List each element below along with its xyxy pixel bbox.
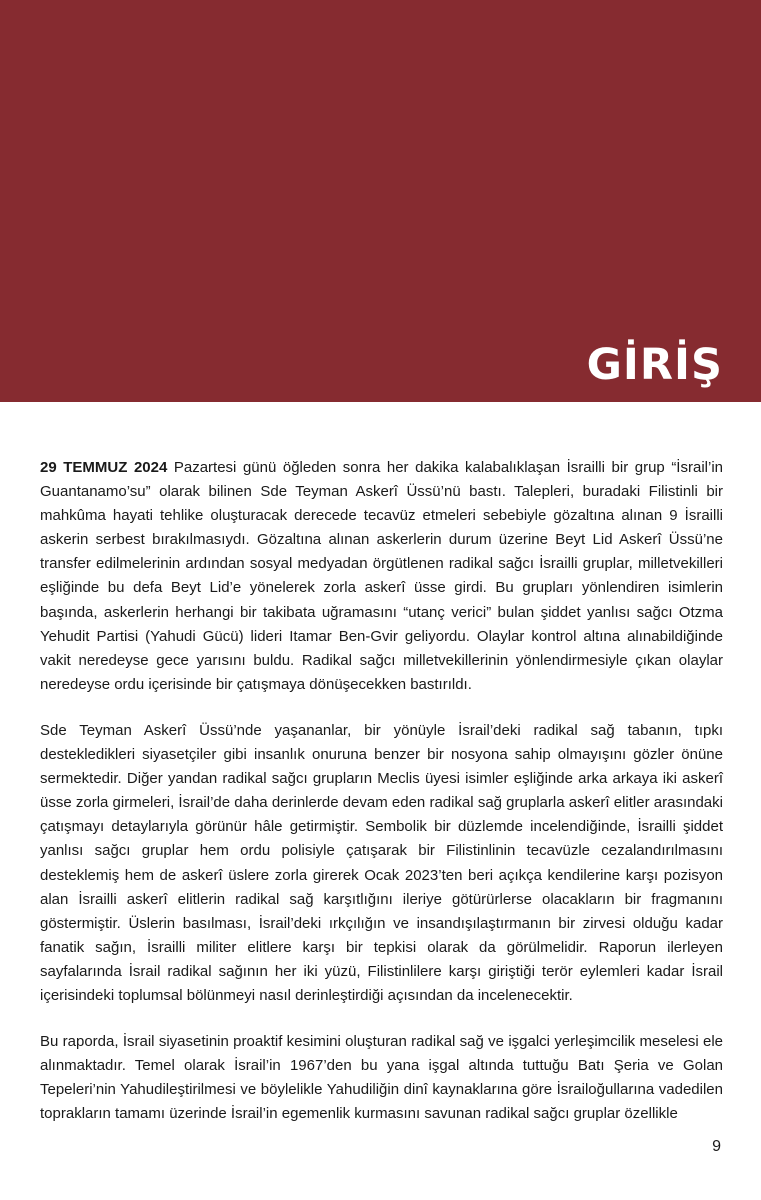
paragraph-1 (40, 456, 723, 697)
body-text (40, 456, 723, 1148)
chapter-title: GİRİŞ (586, 340, 723, 390)
paragraph-1-text: Pazartesi günü öğleden sonra her dakika kalabalıklaşan İsrailli bir grup “İsrail’in Guantanamo’su” olarak bilinen Sde Teyman Askerî Üssü’nü bastı. Talepleri, buradaki Filistinli bir mahkûma hayati tehlike oluşturacak derecede tecavüz etmeleri sebebiyle gözaltına alınan 9 İsrailli askerin serbest bırakılmasıydı. Gözaltına alınan askerlerin durum üzerine Beyt Lid Askerî Üssü’ne transfer edilmelerinin ardından sosyal medyadan örgütlenen radikal sağcı İsrailli gruplar, milletvekilleri eşliğinde bu defa Beyt Lid’e yönelerek zorla askerî üsse girdi. Bu grupları yönlendiren isimlerin başında, askerlerin herhangi bir takibata uğramasını “utanç verici” bulan şiddet yanlısı sağcı Otzma Yehudit Partisi (Yahudi Gücü) lideri Itamar Ben-Gvir geliyordu. Olaylar kontrol altına alınabildiğinde vakit neredeyse gece yarısını buldu. Radikal sağcı milletvekillerinin yönlendirmesiyle çıkan olaylar neredeyse ordu içerisinde bir çatışmaya dönüşecekken bastırıldı. (40, 459, 723, 693)
date-lead: 29 TEMMUZ 2024 (40, 459, 168, 476)
paragraph-3: Bu raporda, İsrail siyasetinin proaktif kesimini oluşturan radikal sağ ve işgalci yerleşimcilik meselesi ele alınmaktadır. Temel olarak İsrail’in 1967’den bu yana işgal altında tuttuğu Batı Şeria ve Golan Tepeleri’nin Yahudileştirilmesi ve böylelikle Yahudiliğin dinî kaynaklarına göre İsrailoğullarına vadedilen toprakların tamamı üzerinde İsrail’in egemenlik kurmasını savunan radikal sağcı gruplar özellikle (40, 1033, 723, 1123)
page-number: 9 (712, 1138, 721, 1155)
paragraph-2: Sde Teyman Askerî Üssü’nde yaşananlar, bir yönüyle İsrail’deki radikal sağ tabanın, tıpkı destekledikleri siyasetçiler gibi insanlık onuruna benzer bir nosyona sahip olmayışını gözler önüne sermektedir. Diğer yandan radikal sağcı grupların Meclis üyesi isimler eşliğinde arka arkaya iki askerî üsse zorla girmeleri, İsrail’de daha derinlerde devam eden radikal sağ gruplarla askerî elitler arasındaki çatışmayı detaylarıyla görünür hâle getirmiştir. Sembolik bir düzlemde incelendiğinde, İsrailli şiddet yanlısı sağcı gruplar hem ordu polisiyle çatışarak bir Filistinlinin tecavüzle cezalandırılmasını desteklemiş hem de askerî üslere zorla girerek Ocak 2023’ten beri açıkça kendilerine karşı pozisyon alan İsrailli askerî elitlerin radikal sağ karşıtlığını ileriye götürürlerse olacakların bir fragmanını göstermiştir. Üslerin basılması, İsrail’deki ırkçılığın ve insandışılaştırmanın bir zirvesi olduğu kadar fanatik sağın, İsrailli militer elitlere karşı bir tepkisi olarak da görülmelidir. Raporun ilerleyen sayfalarında İsrail radikal sağının her iki yüzü, Filistinlilere karşı giriştiği terör eylemleri kadar İsrail içerisindeki toplumsal bölünmeyi nasıl derinleştirdiği açısından da incelenecektir. (40, 721, 723, 1004)
chapter-banner (0, 0, 761, 402)
